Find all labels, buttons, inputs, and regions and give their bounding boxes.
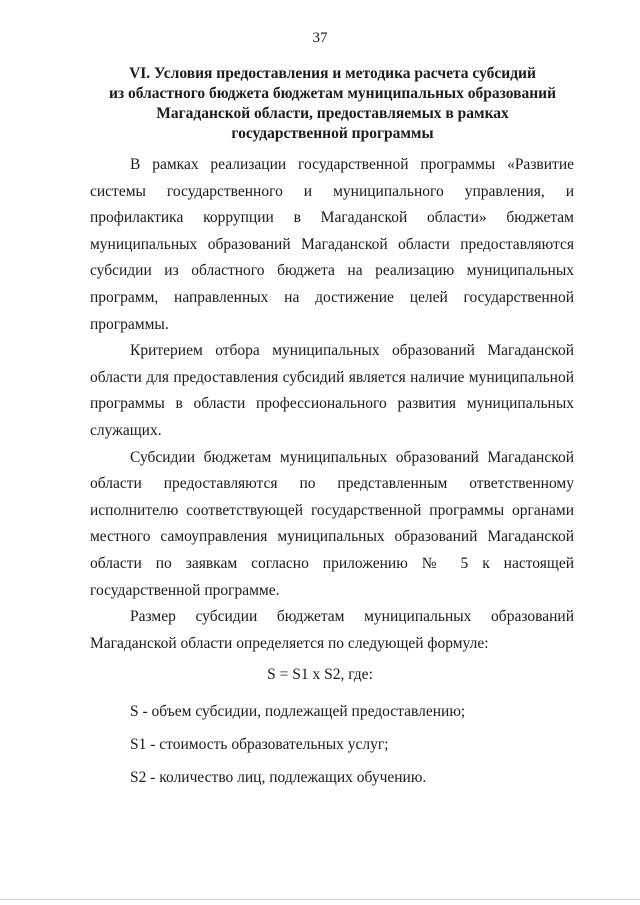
subsidy-formula: S = S1 x S2, где: — [267, 666, 373, 683]
body-text — [90, 152, 574, 657]
definition-s1: S1 - стоимость образовательных услуг; — [130, 736, 389, 753]
page-number: 37 — [312, 30, 328, 46]
heading-line: Магаданской области, предоставляемых в рамках — [156, 105, 509, 122]
definition-s2: S2 - количество лиц, подлежащих обучению. — [130, 769, 427, 786]
paragraph-provision-procedure: Субсидии бюджетам муниципальных образований Магаданской области предоставляются по представленным ответственному исполнителю соответствующей государственной программы органами местного самоуправления муниципальных образований Магаданской области по заявкам согласно приложению № 5 к настоящей государственной программе. — [90, 448, 574, 599]
heading-line: государственной программы — [231, 125, 434, 142]
heading-line: из областного бюджета бюджетам муниципальных образований — [108, 85, 557, 102]
paragraph-subsidy-size: Размер субсидии бюджетам муниципальных образований Магаданской области определяется по следующей формуле: — [90, 608, 574, 652]
page-bottom-edge — [0, 899, 640, 900]
paragraph-selection-criterion: Критерием отбора муниципальных образований Магаданской области для предоставления субсидий является наличие муниципальной программы в области профессионального развития муниципальных служащих. — [90, 342, 574, 439]
section-heading — [90, 64, 575, 144]
definition-s: S - объем субсидии, подлежащей предоставлению; — [130, 703, 466, 720]
paragraph-program-scope: В рамках реализации государственной программы «Развитие системы государственного и муниципального управления, и профилактика коррупции в Магаданской области» бюджетам муниципальных образований Магаданской области предоставляются субсидии из областного бюджета на реализацию муниципальных программ, направленных на достижение целей государственной программы. — [90, 156, 574, 333]
heading-line: VI. Условия предоставления и методика расчета субсидий — [129, 65, 536, 82]
